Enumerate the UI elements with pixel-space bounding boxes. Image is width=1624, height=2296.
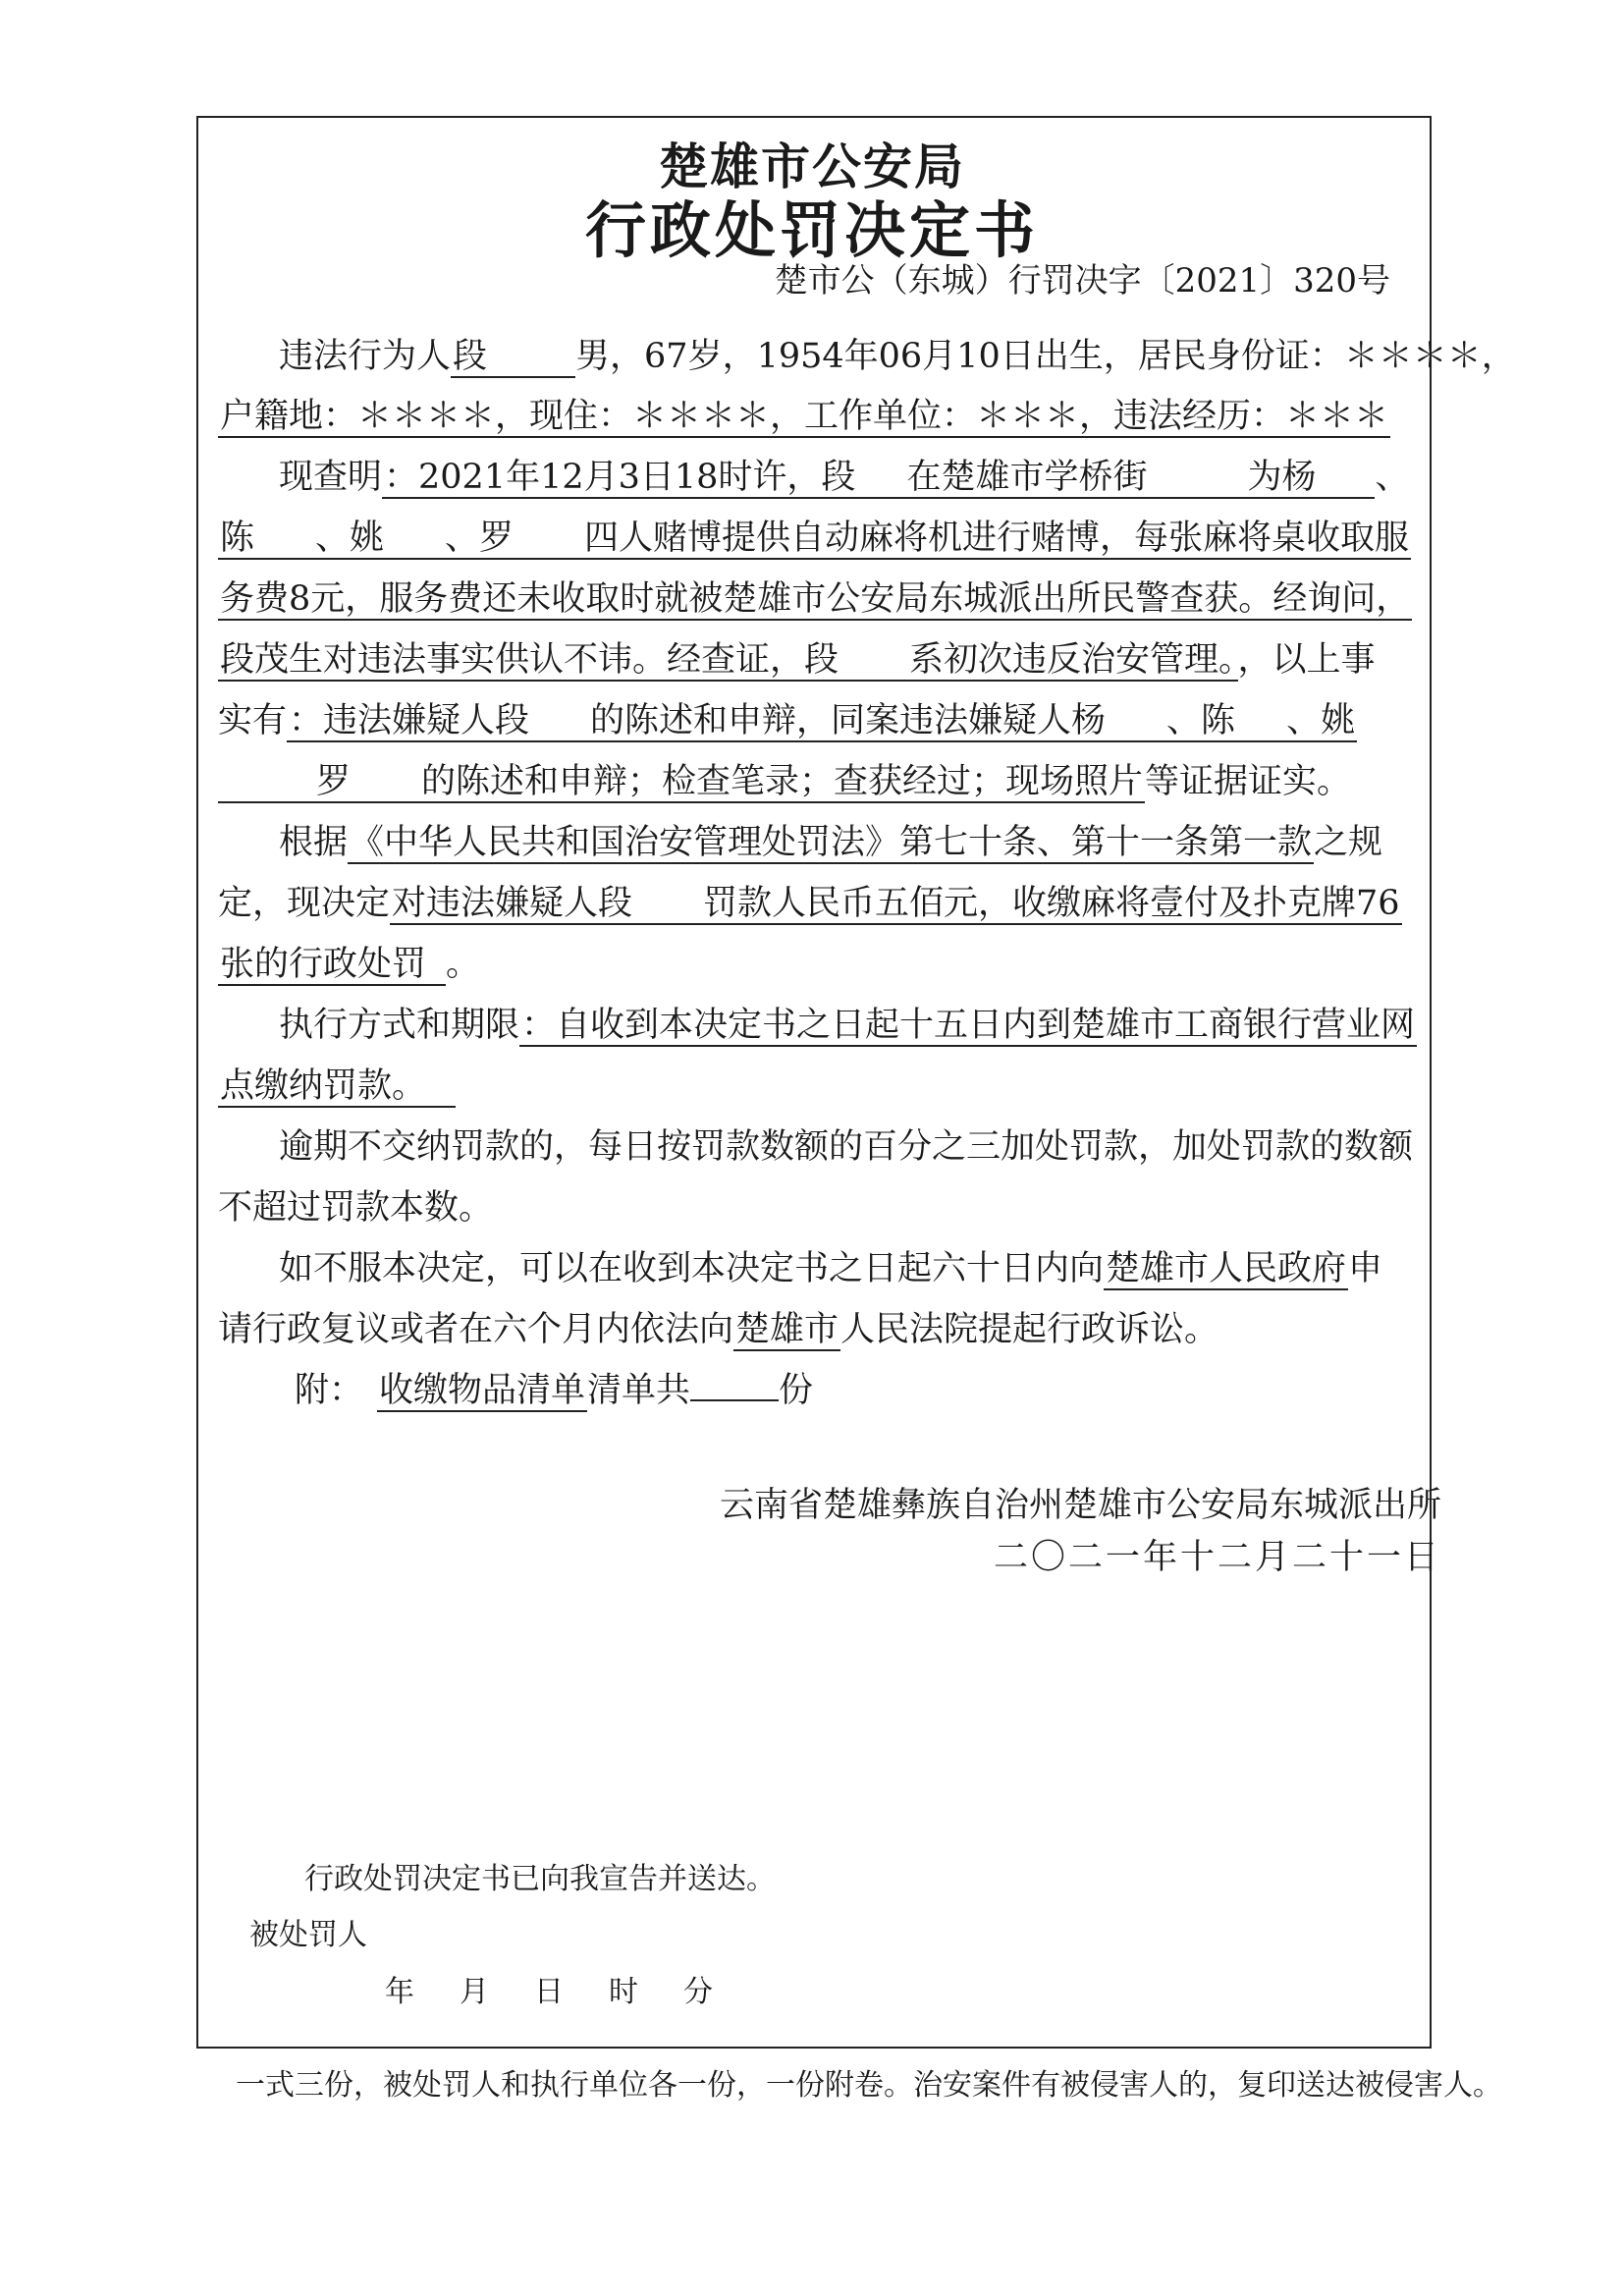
footer-note: 一式三份，被处罚人和执行单位各一份，一份附卷。治安案件有被侵害人的，复印送达被侵害人。 — [236, 2068, 1502, 2103]
receipt-notice: 行政处罚决定书已向我宣告并送达。 — [304, 1862, 776, 1896]
body-line-17: 请行政复议或者在六个月内依法向楚雄市人民法院提起行政诉讼。 — [218, 1310, 1219, 1349]
body-line-18: 附： 收缴物品清单清单共 份 — [295, 1371, 814, 1410]
attachment-count-blank — [690, 1370, 779, 1401]
body-line-14: 逾期不交纳罚款的，每日按罚款数额的百分之三加处罚款，加处罚款的数额 — [279, 1127, 1414, 1167]
review-authority: 楚雄市人民政府 — [1106, 1249, 1347, 1288]
recipient-label: 被处罚人 — [249, 1918, 367, 1952]
body-line-8: 罗 的陈述和申辩；检查笔录；查获经过；现场照片等证据证实。 — [218, 754, 1351, 803]
body-line-5: 务费8元，服务费还未收取时就被楚雄市公安局东城派出所民警查获。经询问， — [220, 579, 1411, 619]
body-line-9: 根据《中华人民共和国治安管理处罚法》第七十条、第十一条第一款之规 — [279, 823, 1383, 862]
body-line-2: 户籍地：＊＊＊＊，现住：＊＊＊＊，工作单位：＊＊＊，违法经历：＊＊＊ — [220, 397, 1389, 436]
body-line-16: 如不服本决定，可以在收到本决定书之日起六十日内向楚雄市人民政府申 — [279, 1249, 1383, 1288]
body-line-11: 张的行政处罚 。 — [220, 945, 481, 984]
body-line-13: 点缴纳罚款。 — [218, 1059, 456, 1108]
body-line-1: 违法行为人段 男，67岁，1954年06月10日出生，居民身份证：＊＊＊＊， — [279, 337, 1516, 376]
attachment-list: 收缴物品清单 — [379, 1371, 586, 1410]
offender-name: 段 — [451, 337, 575, 378]
agency-title: 楚雄市公安局 — [659, 137, 965, 195]
document-title: 行政处罚决定书 — [584, 194, 1039, 266]
penalty-decision: 对违法嫌疑人段 — [390, 884, 701, 925]
issuer: 云南省楚雄彝族自治州楚雄市公安局东城派出所 — [719, 1486, 1441, 1525]
body-line-6: 段茂生对违法事实供认不讳。经查证，段 系初次违反治安管理。，以上事 — [220, 640, 1376, 680]
legal-basis: 《中华人民共和国治安管理处罚法》第七十条、第十一条第一款 — [350, 823, 1313, 862]
document-number: 楚市公（东城）行罚决字〔2021〕320号 — [774, 261, 1390, 301]
execution-method: ：自收到本决定书之日起十五日内到楚雄市工商银行营业网 — [521, 1006, 1416, 1045]
body-line-12: 执行方式和期限：自收到本决定书之日起十五日内到楚雄市工商银行营业网 — [279, 1006, 1416, 1045]
issue-date: 二〇二一年十二月二十一日 — [993, 1538, 1441, 1577]
court-name: 楚雄市 — [735, 1310, 839, 1349]
body-line-15: 不超过罚款本数。 — [218, 1188, 494, 1228]
body-line-10: 定，现决定对违法嫌疑人段 罚款人民币五佰元，收缴麻将壹付及扑克牌76 — [218, 884, 1400, 923]
body-line-3: 现查明：2021年12月3日18时许，段 在楚雄市学桥街 为杨 、 — [279, 458, 1410, 497]
body-line-7: 实有：违法嫌疑人段 的陈述和申辩，同案违法嫌疑人杨 、陈 、姚 — [218, 701, 1356, 740]
receipt-time: 年 月 日 时 分 — [385, 1975, 713, 2009]
body-line-4: 陈 、姚 、罗 四人赌博提供自动麻将机进行赌博，每张麻将桌收取服 — [220, 519, 1410, 558]
